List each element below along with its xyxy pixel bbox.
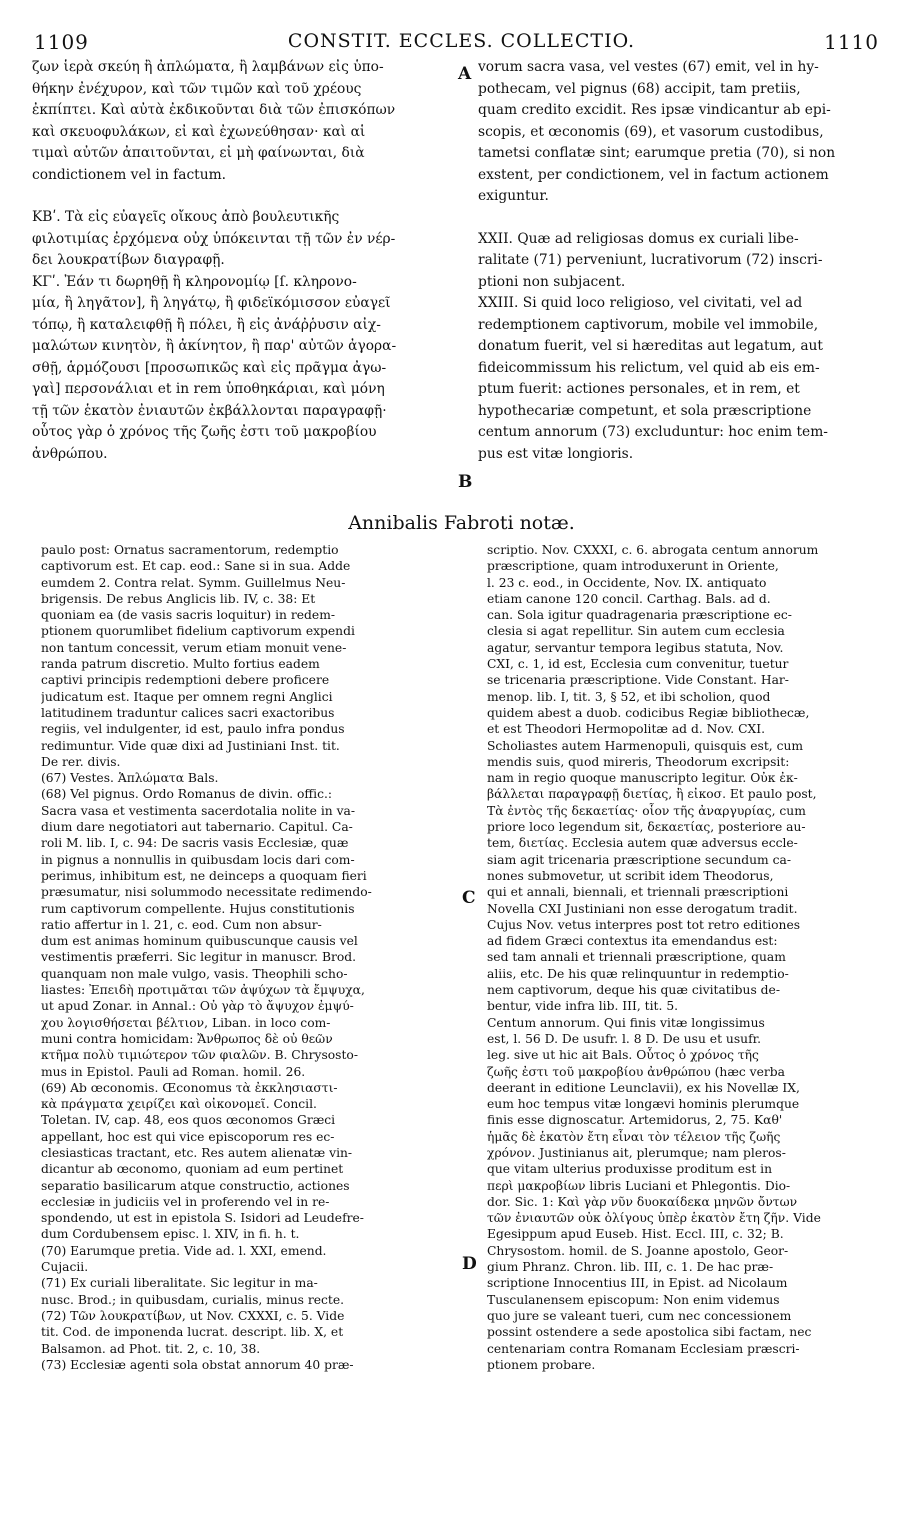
text-line: κὰ πράγματα χειρίζει καὶ οἰκονομεῖ. Concil. — [41, 1097, 317, 1112]
text-line: possint ostendere a sede apostolica sibi factam, nec — [487, 1325, 812, 1340]
text-line: ralitate (71) perveniunt, lucrativorum (72) inscri- — [478, 252, 823, 268]
text-line: ut apud Zonar. in Annal.: Οὐ γὰρ τὸ ἄψυχον ἐμψύ- — [41, 999, 354, 1014]
text-line: δει λουκρατίβων διαγραφῇ. — [32, 252, 225, 268]
text-line: ad fidem Græci contextus ita emendandus est: — [487, 934, 778, 949]
text-line: κτῆμα πολὺ τιμιώτερον τῶν φιαλῶν. B. Chrysosto- — [41, 1048, 358, 1063]
text-line: pothecam, vel pignus (68) accipit, tam pretiis, — [478, 80, 801, 97]
running-title: CONSTIT. ECCLES. COLLECTIO. — [287, 30, 636, 52]
text-line: ptionem probare. — [487, 1357, 596, 1372]
text-line: ptionem quorumlibet fidelium captivorum expendi — [41, 624, 355, 639]
text-line — [32, 186, 452, 207]
text-line: dum est animas hominum quibuscunque causis vel — [41, 934, 358, 949]
notes-heading: Annibalis Fabroti notæ. — [348, 512, 575, 534]
text-line: est, l. 56 D. De usufr. l. 8 D. De usu et usufr. — [487, 1031, 762, 1046]
spacer — [478, 208, 890, 229]
text-line: XXII. Quæ ad religiosas domus ex curiali libe- — [478, 230, 799, 247]
text-line: tem, διετίας. Ecclesia autem quæ adversus eccle- — [487, 836, 798, 851]
text-line: (73) Ecclesiæ agenti sola obstat annorum 40 præ- — [41, 1357, 354, 1372]
text-line: quo jure se valeant tueri, cum nec concessionem — [487, 1308, 792, 1323]
text-line: que vitam ulterius produxisse proditum est in — [487, 1162, 773, 1177]
text-line: brigensis. De rebus Anglicis lib. IV, c. 38: Et — [41, 591, 316, 606]
text-line: fideicommissum his relictum, vel quid ab eis em- — [478, 359, 820, 376]
text-line: quanquam non male vulgo, vasis. Theophili scho- — [41, 966, 348, 981]
latin-text-column — [478, 57, 890, 465]
text-line: et est Theodori Hermopolitæ ad d. Nov. CXI. — [487, 722, 766, 737]
text-line: gium Phranz. Chron. lib. III, c. 1. De hac præ- — [487, 1260, 774, 1275]
text-line: Toletan. IV, cap. 48, eos quos œconomos Græci — [41, 1113, 336, 1128]
text-line: (67) Vestes. Ἁπλώματα Bals. — [41, 771, 219, 786]
text-line: rum captivorum compellente. Hujus constitutionis — [41, 901, 355, 916]
text-line: φιλοτιμίας ἐρχόμενα οὐχ ὑπόκεινται τῇ τῶν ἐν νέρ- — [32, 230, 396, 247]
text-line: (72) Τῶν λουκρατίβων, ut Nov. CXXXI, c. 5. Vide — [41, 1308, 345, 1323]
text-line: condictionem vel in factum. — [32, 166, 227, 183]
text-line: σθῇ, ἁρμόζουσι [προσωπικῶς καὶ εἰς πρᾶγμα ἀγω- — [32, 359, 387, 376]
text-line: ptioni non subjacent. — [478, 273, 626, 290]
text-line: γαὶ] περσονάλιαι et in rem ὑποθηκάριαι, καὶ μόνη — [32, 381, 385, 397]
text-line: vorum sacra vasa, vel vestes (67) emit, vel in hy- — [478, 59, 819, 75]
text-line: siam agit tricenaria præscriptione secundum ca- — [487, 852, 791, 867]
text-line: perimus, inhibitum est, ne deinceps a quoquam fieri — [41, 868, 367, 883]
text-line: χου λογισθήσεται βέλτιον, Liban. in loco com- — [41, 1015, 331, 1030]
text-line: τόπῳ, ἢ καταλειφθῇ ἢ πόλει, ἢ εἰς ἀνάῤῥυσιν αἰχ- — [32, 316, 381, 333]
text-line: ζων ἱερὰ σκεύη ἢ ἀπλώματα, ἢ λαμβάνων εἰς ὑπο- — [32, 59, 384, 75]
text-line: quam credito excidit. Res ipsæ vindicantur ab epi- — [478, 102, 831, 118]
text-line: βάλλεται παραγραφῇ διετίας, ἢ εἰκοσ. Et paulo post, — [487, 787, 817, 802]
text-line: roli M. lib. I, c. 94: De sacris vasis Ecclesiæ, quæ — [41, 836, 349, 851]
text-line: nones submovetur, ut scribit idem Theodorus, — [487, 868, 774, 883]
text-line: scopis, et œconomis (69), et vasorum custodibus, — [478, 123, 824, 140]
text-line: eumdem 2. Contra relat. Symm. Guillelmus Neu- — [41, 575, 346, 590]
text-line: latitudinem traduntur calices sacri exactoribus — [41, 705, 335, 720]
text-line: hypothecariæ competunt, et sola præscriptione — [478, 402, 812, 419]
text-line: τιμαὶ αὐτῶν ἀπαιτοῦνται, εἰ μὴ φαίνωνται, διὰ — [32, 145, 365, 161]
text-line: clesia si agat repellitur. Sin autem cum ecclesia — [487, 624, 785, 639]
text-line: exstent, per condictionem, vel in factum actionem — [478, 166, 829, 183]
text-line: scriptio. Nov. CXXXI, c. 6. abrogata centum annorum — [487, 543, 819, 557]
notes-column-right — [487, 542, 897, 1373]
page-number-left: 1109 — [34, 30, 89, 54]
text-line: separatio basilicarum atque constructio, actiones — [41, 1178, 350, 1193]
text-line: leg. sive ut hic ait Bals. Οὗτος ὁ χρόνος τῆς — [487, 1048, 759, 1063]
text-line: quoniam ea (de vasis sacris loquitur) in redem- — [41, 608, 336, 623]
text-line: καὶ σκευοφυλάκων, εἰ καὶ ἐχωνεύθησαν· καὶ αἱ — [32, 123, 366, 140]
text-line: CXI, c. 1, id est, Ecclesia cum convenitur, tuetur — [487, 657, 789, 672]
text-line: qui et annali, biennali, et triennali præscriptioni — [487, 885, 789, 900]
text-line: centum annorum (73) excluduntur: hoc enim tem- — [478, 424, 828, 440]
text-line: tit. Cod. de imponenda lucrat. descript. lib. X, et — [41, 1325, 344, 1340]
text-line: centenariam contra Romanam Ecclesiam præscri- — [487, 1341, 800, 1356]
text-line: nusc. Brod.; in quibusdam, curialis, minus recte. — [41, 1292, 345, 1307]
text-line: paulo post: Ornatus sacramentorum, redemptio — [41, 543, 339, 557]
text-line: De rer. divis. — [41, 754, 121, 769]
text-line: l. 23 c. eod., in Occidente, Nov. IX. antiquato — [487, 575, 767, 590]
text-line: ἡμᾶς δὲ ἑκατὸν ἔτη εἶναι τὸν τέλειον τῆς ζωῆς — [487, 1129, 781, 1144]
text-line: donatum fuerit, vel si hæreditas aut legatum, aut — [478, 338, 823, 354]
text-line: eum hoc tempus vitæ longævi hominis plerumque — [487, 1097, 800, 1112]
text-line: mendis suis, quod mireris, Theodorum excripsit: — [487, 754, 790, 769]
text-line: Chrysostom. homil. de S. Joanne apostolo, Geor- — [487, 1243, 789, 1258]
text-line: θήκην ἐνέχυρον, καὶ τῶν τιμῶν καὶ τοῦ χρέους — [32, 80, 362, 97]
text-line: dor. Sic. 1: Καὶ γὰρ νῦν δυοκαίδεκα μηνῶν ὄντων — [487, 1194, 798, 1209]
text-line: Centum annorum. Qui finis vitæ longissimus — [487, 1015, 765, 1030]
text-line: Cujacii. — [41, 1260, 89, 1275]
margin-letter-d: D — [462, 1254, 477, 1274]
text-line: τῇ τῶν ἑκατὸν ἐνιαυτῶν ἐκβάλλονται παραγραφῇ· — [32, 402, 387, 419]
text-line: priore loco legendum sit, δεκαετίας, posteriore au- — [487, 820, 806, 835]
text-line: in pignus a nonnullis in quibusdam locis dari com- — [41, 852, 355, 867]
text-line: exiguntur. — [478, 188, 549, 204]
text-line: agatur, servantur tempora legibus statuta, Nov. — [487, 640, 784, 655]
text-line: χρόνον. Justinianus ait, plerumque; nam pleros- — [487, 1145, 786, 1160]
text-line: liastes: Ἐπειδὴ προτιμᾶται τῶν ἀψύχων τὰ ἔμψυχα, — [41, 983, 365, 998]
text-line: dum Cordubensem episc. l. XIV, in fi. h. t. — [41, 1227, 300, 1242]
text-line: captivorum est. Et cap. eod.: Sane si in sua. Adde — [41, 559, 351, 574]
text-line: nam in regio quoque manuscripto legitur. Οὐκ ἐκ- — [487, 771, 798, 786]
text-line: redimuntur. Vide quæ dixi ad Justiniani Inst. tit. — [41, 738, 340, 753]
text-line: se tricenaria præscriptione. Vide Constant. Har- — [487, 673, 789, 688]
margin-letter-b: B — [458, 472, 473, 492]
text-line: etiam canone 120 concil. Carthag. Bals. ad d. — [487, 591, 771, 606]
text-line: clesiasticas tractant, etc. Res autem alienatæ vin- — [41, 1145, 353, 1160]
text-line: pus est vitæ longioris. — [478, 445, 634, 462]
text-line: ζωῆς ἐστι τοῦ μακροβίου ἀνθρώπου (hæc verba — [487, 1064, 785, 1079]
margin-letter-a: A — [458, 64, 472, 84]
text-line: redemptionem captivorum, mobile vel immobile, — [478, 316, 819, 333]
margin-letter-c: C — [462, 888, 476, 908]
text-line: ΚΓʹ. Ἐάν τι δωρηθῇ ἢ κληρονομίῳ [ſ. κληρονο- — [32, 273, 357, 290]
text-line: ecclesiæ in judiciis vel in proferendo vel in re- — [41, 1194, 330, 1209]
text-line: οὗτος γὰρ ὁ χρόνος τῆς ζωῆς ἐστι τοῦ μακροβίου — [32, 424, 377, 440]
text-line: (70) Earumque pretia. Vide ad. l. XXI, emend. — [41, 1243, 327, 1258]
text-line: quidem abest a duob. codicibus Regiæ bibliothecæ, — [487, 705, 810, 720]
text-line: can. Sola igitur quadragenaria præscriptione ec- — [487, 608, 792, 623]
text-line: (68) Vel pignus. Ordo Romanus de divin. offic.: — [41, 787, 333, 802]
text-line: dium dare negotiatori aut tabernario. Capitul. Ca- — [41, 820, 353, 835]
text-line: ΚΒʹ. Τὰ εἰς εὐαγεῖς οἴκους ἀπὸ βουλευτικῆς — [32, 209, 340, 225]
text-line: (69) Ab œconomis. Œconomus τὰ ἐκκλησιαστι- — [41, 1080, 338, 1095]
text-line: ἀνθρώπου. — [32, 445, 108, 462]
text-line: captivi principis redemptioni debere proficere — [41, 673, 330, 688]
text-line: deerant in editione Leunclavii), ex his Novellæ IX, — [487, 1080, 800, 1095]
text-line: non tantum concessit, verum etiam monuit vene- — [41, 640, 347, 655]
text-line: finis esse dignoscatur. Artemidorus, 2, 75. Καθ' — [487, 1113, 783, 1128]
text-line: τῶν ἐνιαυτῶν οὐκ ὀλίγους ὑπὲρ ἑκατὸν ἔτη ζῆν. Vide — [487, 1211, 821, 1226]
text-line: Egesippum apud Euseb. Hist. Eccl. III, c. 32; B. — [487, 1227, 784, 1242]
text-line: judicatum est. Itaque per omnem regni Anglici — [41, 689, 333, 704]
text-line: ptum fuerit: actiones personales, et in rem, et — [478, 381, 800, 397]
text-line: dicantur ab œconomo, quoniam ad eum pertinet — [41, 1162, 344, 1177]
greek-text-column — [32, 57, 452, 465]
text-line: Tusculanensem episcopum: Non enim videmus — [487, 1292, 780, 1307]
text-line: randa patrum discretio. Multo fortius eadem — [41, 657, 320, 672]
text-line: aliis, etc. De his quæ relinquuntur in redemptio- — [487, 966, 789, 981]
page-number-right: 1110 — [824, 30, 879, 54]
text-line: menop. lib. I, tit. 3, § 52, et ibi scholion, quod — [487, 689, 771, 704]
text-line: præsumatur, nisi solummodo necessitate redimendo- — [41, 885, 372, 900]
text-line: muni contra homicidam: Ἄνθρωπος δὲ οὐ θεῶν — [41, 1031, 333, 1046]
text-line: περὶ μακροβίων libris Luciani et Phlegontis. Dio- — [487, 1178, 791, 1193]
text-line: vestimentis præferri. Sic legitur in manuscr. Brod. — [41, 950, 357, 965]
text-line: XXIII. Si quid loco religioso, vel civitati, vel ad — [478, 295, 803, 311]
text-line: (71) Ex curiali liberalitate. Sic legitur in ma- — [41, 1276, 318, 1291]
text-line: tametsi conflatæ sint; earumque pretia (70), si non — [478, 145, 836, 161]
notes-column-left — [41, 542, 461, 1373]
text-line: Balsamon. ad Phot. tit. 2, c. 10, 38. — [41, 1341, 261, 1356]
text-line: scriptione Innocentius III, in Epist. ad Nicolaum — [487, 1276, 788, 1291]
text-line: Novella CXI Justiniani non esse derogatum tradit. — [487, 901, 798, 916]
text-line: sed tam annali et triennali præscriptione, quam — [487, 950, 786, 965]
text-line: appellant, hoc est qui vice episcoporum res ec- — [41, 1129, 335, 1144]
text-line: ἐκπίπτει. Καὶ αὐτὰ ἐκδικοῦνται διὰ τῶν ἐπισκόπων — [32, 102, 396, 118]
text-line: μία, ἢ ληγᾶτον], ἢ ληγάτῳ, ἢ φιδεϊκόμισσον εὐαγεῖ — [32, 295, 391, 311]
text-line: mus in Epistol. Pauli ad Roman. homil. 26. — [41, 1064, 306, 1079]
text-line: bentur, vide infra lib. III, tit. 5. — [487, 999, 679, 1014]
text-line: Τὰ ἐντὸς τῆς δεκαετίας· οἷον τῆς ἀναργυρίας, cum — [487, 803, 806, 818]
text-line: Scholiastes autem Harmenopuli, quisquis est, cum — [487, 738, 804, 753]
text-line: ratio affertur in l. 21, c. eod. Cum non absur- — [41, 917, 322, 932]
text-line: spondendo, ut est in epistola S. Isidori ad Leudefre- — [41, 1211, 364, 1226]
text-line: Sacra vasa et vestimenta sacerdotalia nolite in va- — [41, 803, 356, 818]
text-line: μαλώτων κινητὸν, ἢ ἀκίνητον, ἢ παρ' αὐτῶν ἀγορα- — [32, 338, 397, 354]
text-line: regiis, vel indulgenter, id est, paulo infra pondus — [41, 722, 345, 737]
text-line: nem captivorum, deque his quæ civitatibus de- — [487, 983, 780, 998]
text-line: præscriptione, quam introduxerunt in Oriente, — [487, 559, 779, 574]
text-line: Cujus Nov. vetus interpres post tot retro editiones — [487, 917, 801, 932]
